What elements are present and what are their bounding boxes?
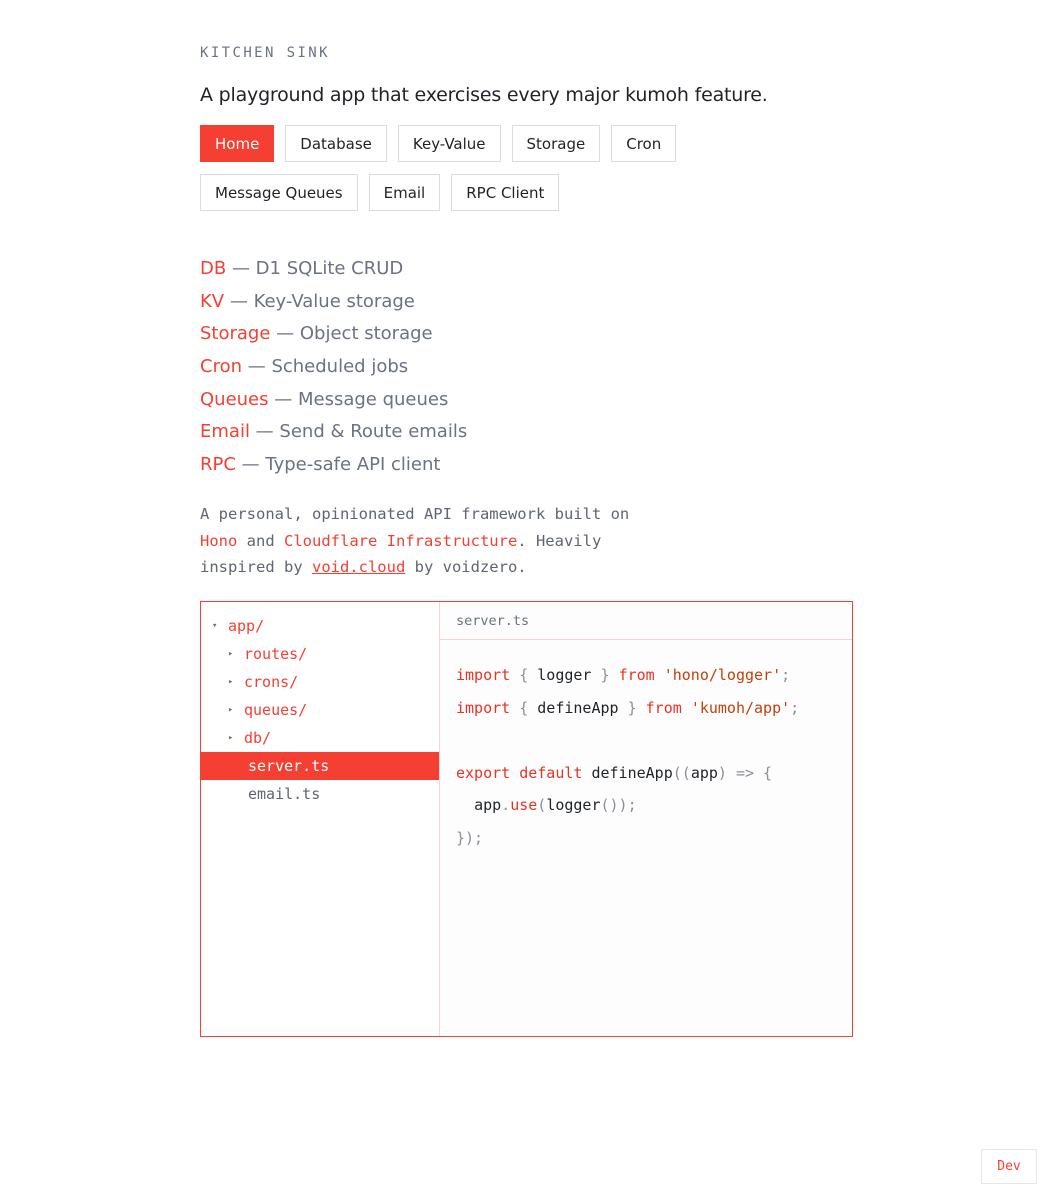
nav-database-button[interactable]: Database <box>285 125 387 162</box>
about-text: inspired by <box>200 558 312 576</box>
about-line-1: A personal, opinionated API framework built on <box>200 505 630 523</box>
code-keyword: import <box>456 666 511 684</box>
feature-desc: Type-safe API client <box>265 454 441 476</box>
feature-item-cron <box>200 354 467 387</box>
code-punct: ( <box>537 796 547 815</box>
about-line-3 <box>200 554 700 581</box>
chevron-right-icon: ▸ <box>228 705 234 715</box>
code-ident: app <box>690 763 718 782</box>
dev-badge[interactable]: Dev <box>981 1149 1037 1184</box>
main-nav <box>200 125 720 223</box>
code-block <box>440 640 852 858</box>
feature-desc: D1 SQLite CRUD <box>255 258 404 279</box>
about-text: . Heavily <box>517 531 602 550</box>
nav-row-1 <box>200 125 720 162</box>
feature-link-email[interactable]: Email <box>200 421 250 443</box>
page-tagline: A playground app that exercises every major kumoh feature. <box>200 84 768 106</box>
tree-item-label: email.ts <box>248 785 321 803</box>
nav-storage-button[interactable]: Storage <box>512 125 601 162</box>
editor-tab-filename[interactable]: server.ts <box>440 602 852 640</box>
code-line-1 <box>456 662 852 695</box>
chevron-right-icon: ▸ <box>228 649 234 659</box>
feature-item-kv <box>200 289 467 322</box>
code-punct: } <box>618 698 646 717</box>
nav-rpc-client-button[interactable]: RPC Client <box>451 174 559 211</box>
feature-link-cron[interactable]: Cron <box>200 356 242 378</box>
feature-desc: Send & Route emails <box>279 421 468 443</box>
feature-item-email <box>200 419 467 452</box>
nav-row-2 <box>200 174 720 211</box>
feature-separator: — <box>268 388 298 410</box>
code-keyword: from <box>618 666 655 684</box>
feature-separator: — <box>235 454 266 476</box>
code-line-4 <box>456 760 852 793</box>
tree-folder-crons[interactable] <box>201 668 439 696</box>
about-line-2 <box>200 528 700 555</box>
code-string: 'kumoh/app' <box>690 698 791 717</box>
feature-desc: Scheduled jobs <box>271 356 409 378</box>
code-space <box>682 699 691 717</box>
nav-email-button[interactable]: Email <box>369 174 441 211</box>
hono-link[interactable]: Hono <box>200 531 238 550</box>
code-ident: app <box>474 796 502 815</box>
code-keyword: export <box>456 763 511 782</box>
code-space <box>456 796 474 814</box>
code-ident: logger <box>537 666 592 684</box>
feature-link-db[interactable]: DB <box>200 258 227 279</box>
feature-link-rpc[interactable]: RPC <box>200 454 236 476</box>
feature-separator: — <box>226 258 256 279</box>
chevron-right-icon: ▸ <box>228 733 234 743</box>
code-line-5 <box>456 792 852 825</box>
feature-separator: — <box>270 323 300 345</box>
feature-separator: — <box>242 356 272 378</box>
tree-file-email-ts[interactable] <box>201 780 439 808</box>
nav-cron-button[interactable]: Cron <box>611 125 676 162</box>
code-explorer <box>200 601 853 1037</box>
about-paragraph <box>200 501 700 581</box>
cloudflare-link[interactable]: Cloudflare Infrastructure <box>284 531 518 550</box>
tree-folder-app[interactable] <box>201 612 439 640</box>
code-keyword: default <box>519 763 583 782</box>
feature-link-kv[interactable]: KV <box>200 290 225 312</box>
file-tree <box>201 602 440 1036</box>
code-ident: defineApp <box>591 763 673 782</box>
code-punct: ; <box>790 698 800 717</box>
chevron-right-icon: ▸ <box>228 677 234 687</box>
code-punct: { <box>510 698 538 717</box>
feature-item-queues <box>200 387 467 420</box>
code-punct: ; <box>781 666 791 684</box>
nav-key-value-button[interactable]: Key-Value <box>398 125 501 162</box>
feature-item-db <box>200 256 467 289</box>
code-punct: { <box>510 666 538 684</box>
code-method: use <box>510 796 538 815</box>
code-keyword: from <box>645 698 682 717</box>
tree-item-label: server.ts <box>248 757 330 775</box>
tree-item-label: db/ <box>244 729 272 747</box>
code-line-3 <box>456 727 852 760</box>
code-keyword: import <box>456 698 511 717</box>
feature-link-queues[interactable]: Queues <box>200 388 269 410</box>
code-punct: ()); <box>600 796 637 815</box>
code-line-2 <box>456 695 852 728</box>
about-text: and <box>237 531 284 550</box>
code-punct: } <box>591 666 619 684</box>
tree-item-label: queues/ <box>244 701 308 719</box>
void-cloud-link[interactable]: void.cloud <box>311 558 406 576</box>
feature-link-storage[interactable]: Storage <box>200 323 271 345</box>
feature-separator: — <box>224 290 254 312</box>
feature-item-rpc <box>200 452 467 485</box>
code-string: 'hono/logger' <box>663 666 782 684</box>
chevron-down-icon: ▾ <box>212 621 218 631</box>
code-punct: . <box>501 796 511 815</box>
code-ident: logger <box>546 796 601 815</box>
feature-separator: — <box>249 421 280 443</box>
code-ident: defineApp <box>537 698 619 717</box>
tree-folder-routes[interactable] <box>201 640 439 668</box>
code-editor <box>440 602 852 1036</box>
tree-folder-queues[interactable] <box>201 696 439 724</box>
nav-home-button[interactable]: Home <box>200 125 274 162</box>
tree-item-label: routes/ <box>244 645 308 663</box>
feature-desc: Key-Value storage <box>253 290 415 312</box>
tree-folder-db[interactable] <box>201 724 439 752</box>
code-line-6: }); <box>456 828 484 847</box>
tree-item-label: app/ <box>228 617 265 635</box>
feature-item-storage <box>200 321 467 354</box>
feature-list <box>200 256 467 485</box>
tree-file-server-ts[interactable] <box>201 752 439 780</box>
code-punct: (( <box>672 763 691 782</box>
code-punct: ) => { <box>717 763 773 782</box>
feature-desc: Object storage <box>299 323 433 345</box>
page-eyebrow: KITCHEN SINK <box>200 45 330 61</box>
tree-item-label: crons/ <box>244 673 299 691</box>
code-space <box>655 666 664 684</box>
feature-desc: Message queues <box>297 388 449 410</box>
about-text: by voidzero. <box>405 558 527 576</box>
nav-message-queues-button[interactable]: Message Queues <box>200 174 358 211</box>
